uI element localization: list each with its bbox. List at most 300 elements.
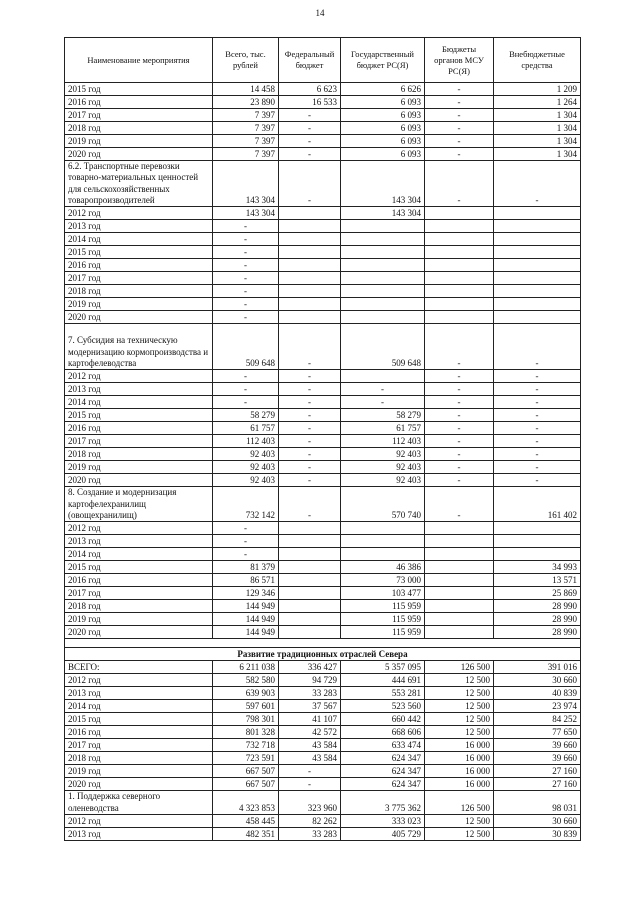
cell-federal: - [279, 409, 341, 422]
cell-offbudget [494, 298, 581, 311]
cell-total: - [213, 246, 279, 259]
table-row [65, 613, 581, 626]
cell-municipal: 12 500 [425, 674, 494, 687]
cell-federal [279, 259, 341, 272]
cell-federal [279, 600, 341, 613]
cell-offbudget: 77 650 [494, 726, 581, 739]
row-name: 2015 год [65, 561, 213, 574]
table-row [65, 422, 581, 435]
table-row [65, 83, 581, 96]
cell-municipal [425, 246, 494, 259]
cell-federal: 336 427 [279, 661, 341, 674]
cell-municipal: 12 500 [425, 700, 494, 713]
cell-state: 3 775 362 [341, 791, 425, 815]
table-row [65, 135, 581, 148]
cell-state: 6 093 [341, 96, 425, 109]
row-name: 2013 год [65, 383, 213, 396]
row-name: 2019 год [65, 765, 213, 778]
cell-municipal: - [425, 409, 494, 422]
cell-municipal [425, 298, 494, 311]
cell-state: 523 560 [341, 700, 425, 713]
cell-federal: - [279, 122, 341, 135]
cell-offbudget: 27 160 [494, 765, 581, 778]
table-row [65, 383, 581, 396]
table-row [65, 814, 581, 827]
cell-total: 597 601 [213, 700, 279, 713]
cell-total: - [213, 370, 279, 383]
cell-federal: 16 533 [279, 96, 341, 109]
table-row [65, 687, 581, 700]
header-total: Всего, тыс. рублей [213, 38, 279, 83]
cell-total: 7 397 [213, 122, 279, 135]
budget-table [64, 37, 581, 841]
cell-total: 7 397 [213, 148, 279, 161]
cell-offbudget: - [494, 461, 581, 474]
cell-offbudget [494, 535, 581, 548]
row-name: 2015 год [65, 246, 213, 259]
cell-municipal: 16 000 [425, 765, 494, 778]
table-row [65, 272, 581, 285]
cell-federal: 33 283 [279, 827, 341, 840]
row-name: 2012 год [65, 522, 213, 535]
table-row [65, 726, 581, 739]
table-row [65, 739, 581, 752]
cell-offbudget: - [494, 383, 581, 396]
cell-offbudget [494, 285, 581, 298]
cell-state [341, 370, 425, 383]
cell-municipal [425, 613, 494, 626]
cell-offbudget: 34 993 [494, 561, 581, 574]
cell-municipal: - [425, 161, 494, 207]
cell-state [341, 272, 425, 285]
cell-offbudget: - [494, 324, 581, 370]
cell-municipal: - [425, 474, 494, 487]
row-name: 2014 год [65, 548, 213, 561]
cell-federal [279, 207, 341, 220]
cell-offbudget [494, 220, 581, 233]
cell-offbudget: 161 402 [494, 487, 581, 522]
cell-total: - [213, 220, 279, 233]
cell-offbudget: - [494, 448, 581, 461]
row-name: 2019 год [65, 135, 213, 148]
cell-state: 6 093 [341, 148, 425, 161]
table-row [65, 487, 581, 522]
cell-state: 660 442 [341, 713, 425, 726]
cell-total: 14 458 [213, 83, 279, 96]
table-row [65, 246, 581, 259]
cell-municipal: - [425, 370, 494, 383]
cell-federal [279, 272, 341, 285]
cell-federal: - [279, 370, 341, 383]
cell-municipal: - [425, 448, 494, 461]
cell-municipal: 12 500 [425, 713, 494, 726]
cell-state: 668 606 [341, 726, 425, 739]
cell-offbudget: 13 571 [494, 574, 581, 587]
row-name: 2012 год [65, 674, 213, 687]
cell-municipal [425, 272, 494, 285]
table-row [65, 220, 581, 233]
row-name: 2020 год [65, 311, 213, 324]
cell-total: - [213, 548, 279, 561]
cell-total: 144 949 [213, 600, 279, 613]
cell-offbudget: - [494, 161, 581, 207]
table-row [65, 233, 581, 246]
spacer-row [65, 639, 581, 648]
row-name: 2014 год [65, 700, 213, 713]
cell-municipal: - [425, 383, 494, 396]
row-name: 2016 год [65, 259, 213, 272]
cell-federal [279, 311, 341, 324]
table-row [65, 324, 581, 370]
cell-state: 6 093 [341, 135, 425, 148]
cell-total: 732 142 [213, 487, 279, 522]
cell-federal [279, 233, 341, 246]
cell-total: 92 403 [213, 448, 279, 461]
cell-municipal: - [425, 422, 494, 435]
cell-offbudget: 39 660 [494, 752, 581, 765]
row-name: 2017 год [65, 587, 213, 600]
cell-municipal: - [425, 435, 494, 448]
row-name: 2013 год [65, 535, 213, 548]
cell-federal [279, 535, 341, 548]
table-row [65, 161, 581, 207]
row-name: 1. Поддержка северного оленеводства [65, 791, 213, 815]
row-name: ВСЕГО: [65, 661, 213, 674]
table-row [65, 661, 581, 674]
cell-municipal: 12 500 [425, 814, 494, 827]
cell-state: 115 959 [341, 613, 425, 626]
row-name: 2017 год [65, 272, 213, 285]
cell-total: - [213, 298, 279, 311]
cell-total: 582 580 [213, 674, 279, 687]
cell-offbudget: 84 252 [494, 713, 581, 726]
row-name: 2017 год [65, 739, 213, 752]
row-name: 2019 год [65, 613, 213, 626]
table-row [65, 713, 581, 726]
cell-state: 553 281 [341, 687, 425, 700]
cell-state: 92 403 [341, 461, 425, 474]
cell-federal: - [279, 135, 341, 148]
cell-total: 58 279 [213, 409, 279, 422]
cell-total: 143 304 [213, 207, 279, 220]
cell-state [341, 535, 425, 548]
cell-total: 144 949 [213, 613, 279, 626]
cell-total: - [213, 383, 279, 396]
cell-state: 73 000 [341, 574, 425, 587]
cell-total: 92 403 [213, 461, 279, 474]
cell-offbudget: 1 304 [494, 109, 581, 122]
cell-offbudget: 1 304 [494, 122, 581, 135]
table-row [65, 109, 581, 122]
cell-municipal: - [425, 109, 494, 122]
cell-federal: 33 283 [279, 687, 341, 700]
table-row [65, 587, 581, 600]
header-state: Государственный бюджет РС(Я) [341, 38, 425, 83]
cell-municipal [425, 233, 494, 246]
row-name: 2019 год [65, 461, 213, 474]
cell-state: 6 626 [341, 83, 425, 96]
row-name: 2012 год [65, 814, 213, 827]
cell-federal: - [279, 435, 341, 448]
cell-federal: - [279, 487, 341, 522]
cell-total: 639 903 [213, 687, 279, 700]
cell-state: 624 347 [341, 778, 425, 791]
cell-state: 143 304 [341, 161, 425, 207]
cell-total: 723 591 [213, 752, 279, 765]
cell-offbudget [494, 272, 581, 285]
cell-federal: - [279, 778, 341, 791]
cell-offbudget: - [494, 474, 581, 487]
cell-offbudget: 27 160 [494, 778, 581, 791]
table-row [65, 752, 581, 765]
cell-federal: - [279, 109, 341, 122]
cell-federal [279, 587, 341, 600]
cell-offbudget: 30 660 [494, 814, 581, 827]
cell-offbudget [494, 259, 581, 272]
cell-municipal: - [425, 396, 494, 409]
cell-state: 509 648 [341, 324, 425, 370]
cell-state: 92 403 [341, 474, 425, 487]
table-row [65, 522, 581, 535]
cell-municipal [425, 600, 494, 613]
cell-municipal: - [425, 148, 494, 161]
cell-total: 92 403 [213, 474, 279, 487]
cell-total: 129 346 [213, 587, 279, 600]
cell-municipal: 16 000 [425, 739, 494, 752]
cell-state [341, 233, 425, 246]
cell-offbudget: 28 990 [494, 613, 581, 626]
table-row [65, 311, 581, 324]
section-row [65, 648, 581, 661]
cell-total: 86 571 [213, 574, 279, 587]
table-row [65, 298, 581, 311]
cell-state: 444 691 [341, 674, 425, 687]
cell-offbudget [494, 246, 581, 259]
row-name: 8. Создание и модернизация картофелехранилищ (овощехранилищ) [65, 487, 213, 522]
cell-municipal [425, 626, 494, 639]
cell-total: - [213, 272, 279, 285]
table-row [65, 474, 581, 487]
cell-state [341, 311, 425, 324]
cell-total: - [213, 311, 279, 324]
cell-municipal [425, 207, 494, 220]
cell-municipal: - [425, 122, 494, 135]
table-row [65, 535, 581, 548]
cell-offbudget: 23 974 [494, 700, 581, 713]
row-name: 7. Субсидия на техническую модернизацию кормопроизводства и картофелеводства [65, 324, 213, 370]
cell-federal: - [279, 324, 341, 370]
table-body-top [65, 83, 581, 639]
table-row [65, 396, 581, 409]
row-name: 2020 год [65, 626, 213, 639]
cell-offbudget: - [494, 435, 581, 448]
table-row [65, 370, 581, 383]
row-name: 2018 год [65, 122, 213, 135]
row-name: 2012 год [65, 207, 213, 220]
cell-total: - [213, 259, 279, 272]
cell-federal [279, 561, 341, 574]
cell-state: 6 093 [341, 109, 425, 122]
cell-state: 333 023 [341, 814, 425, 827]
table-row [65, 626, 581, 639]
table-row [65, 778, 581, 791]
row-name: 2014 год [65, 233, 213, 246]
row-name: 2014 год [65, 396, 213, 409]
cell-state: 570 740 [341, 487, 425, 522]
cell-total: 6 211 038 [213, 661, 279, 674]
cell-offbudget: - [494, 409, 581, 422]
table-row [65, 207, 581, 220]
cell-offbudget: 28 990 [494, 626, 581, 639]
table-row [65, 765, 581, 778]
table-row [65, 791, 581, 815]
cell-state: - [341, 383, 425, 396]
table-row [65, 700, 581, 713]
cell-total: 482 351 [213, 827, 279, 840]
cell-total: 667 507 [213, 778, 279, 791]
cell-municipal [425, 522, 494, 535]
cell-state: 103 477 [341, 587, 425, 600]
cell-municipal: 126 500 [425, 791, 494, 815]
row-name: 2013 год [65, 827, 213, 840]
cell-federal [279, 285, 341, 298]
table-row [65, 827, 581, 840]
page-number: 14 [315, 8, 325, 18]
cell-offbudget: 1 264 [494, 96, 581, 109]
cell-federal [279, 626, 341, 639]
row-name: 2012 год [65, 370, 213, 383]
cell-offbudget [494, 548, 581, 561]
row-name: 6.2. Транспортные перевозки товарно-материальных ценностей для сельскохозяйственных товаропроизводителей [65, 161, 213, 207]
cell-federal: - [279, 461, 341, 474]
row-name: 2013 год [65, 687, 213, 700]
cell-federal: 82 262 [279, 814, 341, 827]
header-offbudget: Внебюджетные средства [494, 38, 581, 83]
row-name: 2020 год [65, 474, 213, 487]
cell-federal: - [279, 161, 341, 207]
cell-municipal [425, 220, 494, 233]
cell-federal: - [279, 765, 341, 778]
cell-federal: - [279, 383, 341, 396]
cell-total: - [213, 535, 279, 548]
row-name: 2013 год [65, 220, 213, 233]
cell-federal: - [279, 148, 341, 161]
cell-state: 405 729 [341, 827, 425, 840]
cell-municipal: - [425, 83, 494, 96]
cell-total: 667 507 [213, 765, 279, 778]
cell-federal: 43 584 [279, 739, 341, 752]
cell-federal: 323 960 [279, 791, 341, 815]
cell-offbudget [494, 233, 581, 246]
cell-total: 144 949 [213, 626, 279, 639]
cell-state: 5 357 095 [341, 661, 425, 674]
cell-federal: - [279, 474, 341, 487]
cell-municipal [425, 587, 494, 600]
cell-municipal: - [425, 96, 494, 109]
cell-municipal [425, 574, 494, 587]
cell-offbudget: 391 016 [494, 661, 581, 674]
cell-municipal: 12 500 [425, 726, 494, 739]
row-name: 2018 год [65, 600, 213, 613]
cell-total: 801 328 [213, 726, 279, 739]
cell-total: 4 323 853 [213, 791, 279, 815]
cell-federal [279, 522, 341, 535]
cell-offbudget: 40 839 [494, 687, 581, 700]
cell-federal: 37 567 [279, 700, 341, 713]
cell-offbudget: - [494, 396, 581, 409]
cell-state: 115 959 [341, 626, 425, 639]
row-name: 2018 год [65, 285, 213, 298]
cell-state [341, 246, 425, 259]
table-row [65, 600, 581, 613]
cell-offbudget: 39 660 [494, 739, 581, 752]
cell-federal: 6 623 [279, 83, 341, 96]
cell-state: 112 403 [341, 435, 425, 448]
table-row [65, 448, 581, 461]
cell-offbudget: 28 990 [494, 600, 581, 613]
cell-municipal [425, 259, 494, 272]
cell-federal [279, 574, 341, 587]
row-name: 2015 год [65, 83, 213, 96]
row-name: 2016 год [65, 96, 213, 109]
table-row [65, 122, 581, 135]
cell-state [341, 298, 425, 311]
header-municipal: Бюджеты органов МСУ РС(Я) [425, 38, 494, 83]
section-title: Развитие традиционных отраслей Севера [65, 648, 581, 661]
row-name: 2015 год [65, 409, 213, 422]
cell-total: 143 304 [213, 161, 279, 207]
cell-federal: - [279, 396, 341, 409]
cell-municipal [425, 535, 494, 548]
cell-municipal: - [425, 324, 494, 370]
cell-state: 115 959 [341, 600, 425, 613]
row-name: 2017 год [65, 435, 213, 448]
table-row [65, 674, 581, 687]
cell-federal [279, 246, 341, 259]
table-row [65, 148, 581, 161]
cell-total: 23 890 [213, 96, 279, 109]
table-row [65, 96, 581, 109]
cell-total: 509 648 [213, 324, 279, 370]
cell-state: 624 347 [341, 765, 425, 778]
cell-total: 732 718 [213, 739, 279, 752]
cell-federal: 94 729 [279, 674, 341, 687]
cell-municipal: - [425, 135, 494, 148]
table-row [65, 259, 581, 272]
row-name: 2016 год [65, 574, 213, 587]
cell-state: 633 474 [341, 739, 425, 752]
cell-state [341, 259, 425, 272]
cell-state: 46 386 [341, 561, 425, 574]
cell-offbudget: 98 031 [494, 791, 581, 815]
cell-municipal: 16 000 [425, 752, 494, 765]
header-federal: Федеральный бюджет [279, 38, 341, 83]
cell-federal: 43 584 [279, 752, 341, 765]
header-row [65, 38, 581, 83]
row-name: 2020 год [65, 148, 213, 161]
cell-offbudget: 1 304 [494, 135, 581, 148]
row-name: 2016 год [65, 726, 213, 739]
cell-state: 624 347 [341, 752, 425, 765]
table-row [65, 574, 581, 587]
header-name: Наименование мероприятия [65, 38, 213, 83]
cell-federal: 42 572 [279, 726, 341, 739]
cell-municipal: 12 500 [425, 687, 494, 700]
cell-offbudget: - [494, 370, 581, 383]
table-row [65, 461, 581, 474]
cell-total: 112 403 [213, 435, 279, 448]
cell-federal: 41 107 [279, 713, 341, 726]
